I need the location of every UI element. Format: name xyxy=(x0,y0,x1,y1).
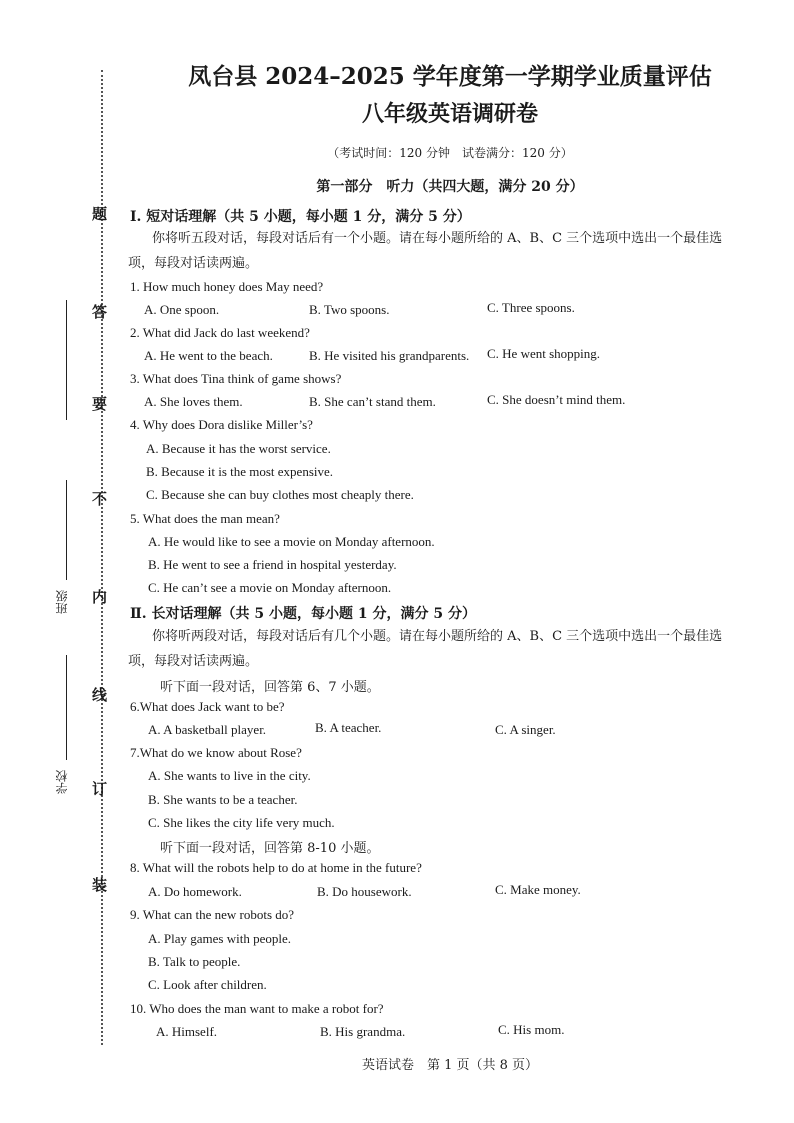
part-title: 第一部分 听力（共四大题，满分 20 分） xyxy=(316,179,584,195)
seal-char: 装 xyxy=(92,876,108,894)
question-option: C. His mom. xyxy=(498,1022,565,1037)
exam-title: 凤台县 2024–2025 学年度第一学期学业质量评估 xyxy=(188,63,712,90)
question-option: C. She doesn’t mind them. xyxy=(487,392,626,407)
seal-char: 题 xyxy=(92,205,108,223)
seal-char: 订 xyxy=(92,780,108,798)
page-footer: 英语试卷 第 1 页（共 8 页） xyxy=(361,1058,539,1073)
seal-char: 不 xyxy=(92,490,108,508)
class-label: 班级 xyxy=(55,590,69,614)
question-option: A. Play games with people. xyxy=(148,931,291,946)
question-option: B. He visited his grandparents. xyxy=(309,348,470,363)
question-option: B. Two spoons. xyxy=(309,302,390,317)
question-stem: 1. How much honey does May need? xyxy=(130,279,324,294)
seal-char: 内 xyxy=(92,588,108,606)
question-option: A. He would like to see a movie on Monday afternoon. xyxy=(148,534,435,549)
question-stem: 7.What do we know about Rose? xyxy=(130,745,302,760)
seal-char: 答 xyxy=(92,303,108,321)
question-stem: 3. What does Tina think of game shows? xyxy=(130,371,342,386)
question-option: A. A basketball player. xyxy=(148,722,267,737)
question-option: B. Talk to people. xyxy=(148,954,241,969)
question-option: B. His grandma. xyxy=(320,1024,406,1039)
question-option: A. Do homework. xyxy=(148,884,242,899)
question-stem: 2. What did Jack do last weekend? xyxy=(130,325,310,340)
question-option: B. Do housework. xyxy=(317,884,412,899)
question-option: B. She wants to be a teacher. xyxy=(148,792,298,807)
question-option: C. She likes the city life very much. xyxy=(148,815,335,830)
question-option: B. Because it is the most expensive. xyxy=(146,464,334,479)
section-heading: Ⅱ. 长对话理解（共 5 小题，每小题 1 分，满分 5 分） xyxy=(130,606,477,622)
question-option: A. Himself. xyxy=(156,1024,218,1039)
name-field-line xyxy=(66,300,67,420)
question-option: A. Because it has the worst service. xyxy=(146,441,331,456)
question-stem: 4. Why does Dora dislike Miller’s? xyxy=(130,417,313,432)
question-option: C. He can’t see a movie on Monday afternoon. xyxy=(148,580,392,595)
seal-char: 线 xyxy=(92,686,108,704)
question-option: C. Make money. xyxy=(495,882,581,897)
question-option: C. Three spoons. xyxy=(487,300,575,315)
question-option: A. She wants to live in the city. xyxy=(148,768,311,783)
question-option: C. Look after children. xyxy=(148,977,267,992)
question-option: A. One spoon. xyxy=(144,302,220,317)
school-field-line xyxy=(66,655,67,760)
exam-info: （考试时间：120 分钟 试卷满分：120 分） xyxy=(327,146,573,160)
exam-subtitle: 八年级英语调研卷 xyxy=(361,101,538,127)
section-instructions: 你将听两段对话，每段对话后有几个小题。请在每小题所给的 A、B、C 三个选项中选出一个最佳选项，每段对话读两遍。 xyxy=(128,629,723,669)
class-field-line xyxy=(66,480,67,580)
question-stem: 6.What does Jack want to be? xyxy=(130,699,285,714)
seal-char: 要 xyxy=(92,395,108,413)
question-stem: 9. What can the new robots do? xyxy=(130,907,295,922)
sub-instruction: 听下面一段对话，回答第 8-10 小题。 xyxy=(160,841,380,856)
question-stem: 8. What will the robots help to do at home in the future? xyxy=(130,860,422,875)
question-option: A. She loves them. xyxy=(144,394,243,409)
section-heading: Ⅰ. 短对话理解（共 5 小题，每小题 1 分，满分 5 分） xyxy=(130,209,471,225)
school-label: 学校 xyxy=(55,770,69,794)
question-option: C. He went shopping. xyxy=(487,346,601,361)
question-stem: 5. What does the man mean? xyxy=(130,511,280,526)
sub-instruction: 听下面一段对话，回答第 6、7 小题。 xyxy=(160,680,380,695)
question-option: C. A singer. xyxy=(495,722,556,737)
question-option: C. Because she can buy clothes most cheaply there. xyxy=(146,487,414,502)
question-option: B. A teacher. xyxy=(315,720,382,735)
question-option: B. She can’t stand them. xyxy=(309,394,436,409)
question-stem: 10. Who does the man want to make a robot for? xyxy=(130,1001,384,1016)
question-option: B. He went to see a friend in hospital yesterday. xyxy=(148,557,397,572)
section-instructions: 你将听五段对话，每段对话后有一个小题。请在每小题所给的 A、B、C 三个选项中选出一个最佳选项，每段对话读两遍。 xyxy=(128,231,723,271)
question-option: A. He went to the beach. xyxy=(144,348,273,363)
